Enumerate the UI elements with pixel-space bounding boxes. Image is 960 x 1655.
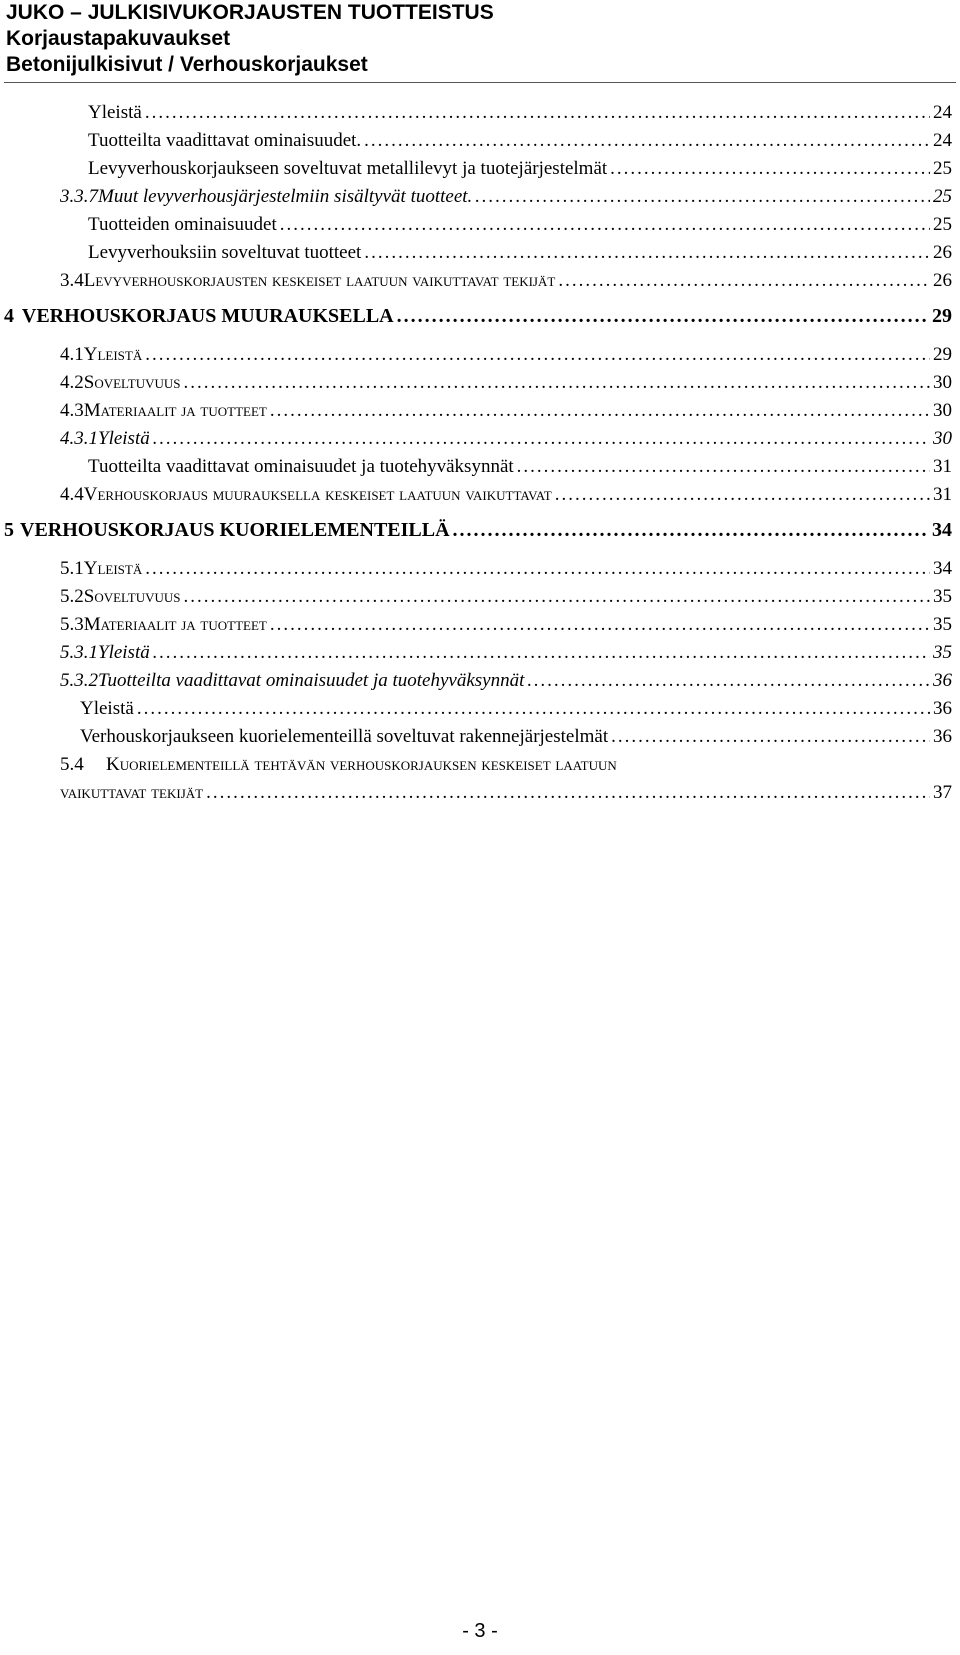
toc-entry-title: Materiaalit ja tuotteet bbox=[83, 614, 267, 635]
toc-leader-dots bbox=[558, 269, 930, 293]
toc-leader-dots bbox=[453, 518, 929, 542]
toc-entry-page: 30 bbox=[933, 372, 952, 393]
header-title: JUKO – JULKISIVUKORJAUSTEN TUOTTEISTUS bbox=[6, 1, 494, 24]
toc-entry-number: 5.1 bbox=[60, 558, 84, 579]
toc-leader-dots bbox=[145, 557, 930, 581]
toc-entry[interactable] bbox=[88, 213, 952, 237]
header-subtitle: Korjaustapakuvaukset bbox=[6, 27, 231, 50]
toc-entry-page: 26 bbox=[933, 242, 952, 263]
toc-entry-page: 36 bbox=[933, 726, 952, 747]
toc-entry[interactable] bbox=[60, 483, 952, 507]
toc-entry-number: 4.3 bbox=[60, 400, 84, 421]
toc-entry-title: Yleistä bbox=[98, 428, 150, 449]
toc-entry[interactable] bbox=[60, 585, 952, 609]
toc-entry-page: 35 bbox=[933, 614, 952, 635]
toc-entry-page: 24 bbox=[933, 102, 952, 123]
toc-entry[interactable] bbox=[60, 781, 952, 805]
toc-entry-title: Verhouskorjaus muurauksella keskeiset laatuun vaikuttavat bbox=[83, 484, 552, 505]
toc-entry-page: 35 bbox=[933, 586, 952, 607]
toc-leader-dots bbox=[137, 697, 930, 721]
toc-entry-number: 3.4 bbox=[60, 270, 84, 291]
toc-entry-page: 25 bbox=[933, 158, 952, 179]
toc-entry-title: Yleistä bbox=[88, 102, 142, 123]
toc-entry-number: 5.2 bbox=[60, 586, 84, 607]
toc-entry-page: 31 bbox=[933, 456, 952, 477]
toc-entry-title: Soveltuvuus bbox=[83, 586, 181, 607]
toc-entry-page: 25 bbox=[933, 186, 952, 207]
toc-entry[interactable] bbox=[60, 557, 952, 581]
toc-entry-number: 4.1 bbox=[60, 344, 84, 365]
toc-leader-dots bbox=[145, 343, 930, 367]
toc-leader-dots bbox=[145, 101, 930, 125]
toc-entry-page: 29 bbox=[933, 344, 952, 365]
toc-entry-title: vaikuttavat tekijät bbox=[60, 782, 204, 803]
toc-entry-number: 5.4 bbox=[60, 754, 84, 775]
toc-entry-number: 5.3.2 bbox=[60, 670, 98, 691]
toc-entry-number: 4 bbox=[4, 305, 14, 327]
toc-entry[interactable] bbox=[60, 753, 617, 777]
toc-leader-dots bbox=[280, 213, 930, 237]
toc-entry[interactable] bbox=[60, 185, 952, 209]
toc-entry-title: VERHOUSKORJAUS MUURAUKSELLA bbox=[21, 305, 394, 327]
toc-entry-title: VERHOUSKORJAUS KUORIELEMENTEILLÄ bbox=[20, 519, 450, 541]
toc-entry-title: Verhouskorjaukseen kuorielementeillä soveltuvat rakennejärjestelmät bbox=[80, 726, 609, 747]
toc-entry-title: Kuorielementeillä tehtävän verhouskorjauksen keskeiset laatuun bbox=[106, 754, 617, 775]
toc-entry-title: Tuotteilta vaadittavat ominaisuudet ja tuotehyväksynnät bbox=[98, 670, 525, 691]
header-divider bbox=[4, 82, 956, 83]
toc-entry-number: 5 bbox=[4, 519, 14, 541]
toc-entry-number: 5.3.1 bbox=[60, 642, 98, 663]
toc-leader-dots bbox=[364, 241, 930, 265]
toc-entry-page: 31 bbox=[933, 484, 952, 505]
toc-entry-page: 30 bbox=[933, 400, 952, 421]
toc-leader-dots bbox=[397, 304, 929, 328]
toc-entry-title: Tuotteilta vaadittavat ominaisuudet. bbox=[88, 130, 362, 151]
toc-entry[interactable] bbox=[60, 371, 952, 395]
toc-entry-number: 3.3.7 bbox=[60, 186, 98, 207]
toc-entry-number: 4.4 bbox=[60, 484, 84, 505]
toc-leader-dots bbox=[153, 641, 930, 665]
toc-entry-title: Levyverhouskorjaukseen soveltuvat metallilevyt ja tuotejärjestelmät bbox=[88, 158, 608, 179]
toc-leader-dots bbox=[184, 371, 930, 395]
toc-entry-page: 36 bbox=[933, 698, 952, 719]
toc-entry[interactable] bbox=[80, 725, 952, 749]
toc-entry-title: Yleistä bbox=[80, 698, 134, 719]
toc-entry-page: 35 bbox=[933, 642, 952, 663]
toc-leader-dots bbox=[475, 185, 930, 209]
toc-leader-dots bbox=[184, 585, 930, 609]
toc-leader-dots bbox=[206, 781, 930, 805]
toc-entry-page: 30 bbox=[933, 428, 952, 449]
toc-leader-dots bbox=[555, 483, 930, 507]
toc-entry[interactable] bbox=[88, 129, 952, 153]
toc-entry-page: 29 bbox=[932, 305, 952, 327]
page-number: - 3 - bbox=[462, 1620, 498, 1642]
header-section: Betonijulkisivut / Verhouskorjaukset bbox=[6, 53, 368, 76]
toc-entry[interactable] bbox=[80, 697, 952, 721]
toc-entry[interactable] bbox=[4, 518, 952, 542]
toc-entry[interactable] bbox=[60, 669, 952, 693]
toc-entry[interactable] bbox=[88, 241, 952, 265]
toc-leader-dots bbox=[153, 427, 930, 451]
toc-entry-title: Levyverhouksiin soveltuvat tuotteet bbox=[88, 242, 362, 263]
toc-entry[interactable] bbox=[60, 399, 952, 423]
toc-entry-title: Levyverhouskorjausten keskeiset laatuun vaikuttavat tekijät bbox=[83, 270, 556, 291]
toc-entry[interactable] bbox=[88, 455, 952, 479]
toc-entry-page: 37 bbox=[933, 782, 952, 803]
toc-entry[interactable] bbox=[88, 101, 952, 125]
toc-entry-page: 34 bbox=[932, 519, 952, 541]
toc-entry-title: Muut levyverhousjärjestelmiin sisältyvät tuotteet. bbox=[98, 186, 473, 207]
toc-entry[interactable] bbox=[60, 641, 952, 665]
toc-leader-dots bbox=[270, 613, 930, 637]
toc-entry-page: 26 bbox=[933, 270, 952, 291]
toc-entry[interactable] bbox=[60, 613, 952, 637]
toc-leader-dots bbox=[364, 129, 930, 153]
toc-entry-number: 4.3.1 bbox=[60, 428, 98, 449]
toc-entry-title: Tuotteilta vaadittavat ominaisuudet ja tuotehyväksynnät bbox=[88, 456, 514, 477]
toc-leader-dots bbox=[610, 157, 930, 181]
toc-entry-page: 36 bbox=[933, 670, 952, 691]
toc-leader-dots bbox=[611, 725, 930, 749]
document-header bbox=[6, 0, 954, 78]
toc-entry-title: Soveltuvuus bbox=[83, 372, 181, 393]
toc-entry-title: Yleistä bbox=[83, 344, 143, 365]
toc-entry-title: Yleistä bbox=[98, 642, 150, 663]
toc-entry-number: 4.2 bbox=[60, 372, 84, 393]
toc-entry-page: 24 bbox=[933, 130, 952, 151]
toc-entry[interactable] bbox=[88, 157, 952, 181]
toc-entry[interactable] bbox=[60, 427, 952, 451]
toc-entry-page: 25 bbox=[933, 214, 952, 235]
toc-entry[interactable] bbox=[60, 269, 952, 293]
toc-entry-number: 5.3 bbox=[60, 614, 84, 635]
toc-leader-dots bbox=[527, 669, 930, 693]
toc-entry[interactable] bbox=[4, 304, 952, 328]
toc-entry-title: Tuotteiden ominaisuudet bbox=[88, 214, 277, 235]
toc-leader-dots bbox=[517, 455, 930, 479]
toc-entry-title: Yleistä bbox=[83, 558, 143, 579]
toc-entry-title: Materiaalit ja tuotteet bbox=[83, 400, 267, 421]
toc-leader-dots bbox=[270, 399, 930, 423]
toc-entry[interactable] bbox=[60, 343, 952, 367]
toc-entry-page: 34 bbox=[933, 558, 952, 579]
